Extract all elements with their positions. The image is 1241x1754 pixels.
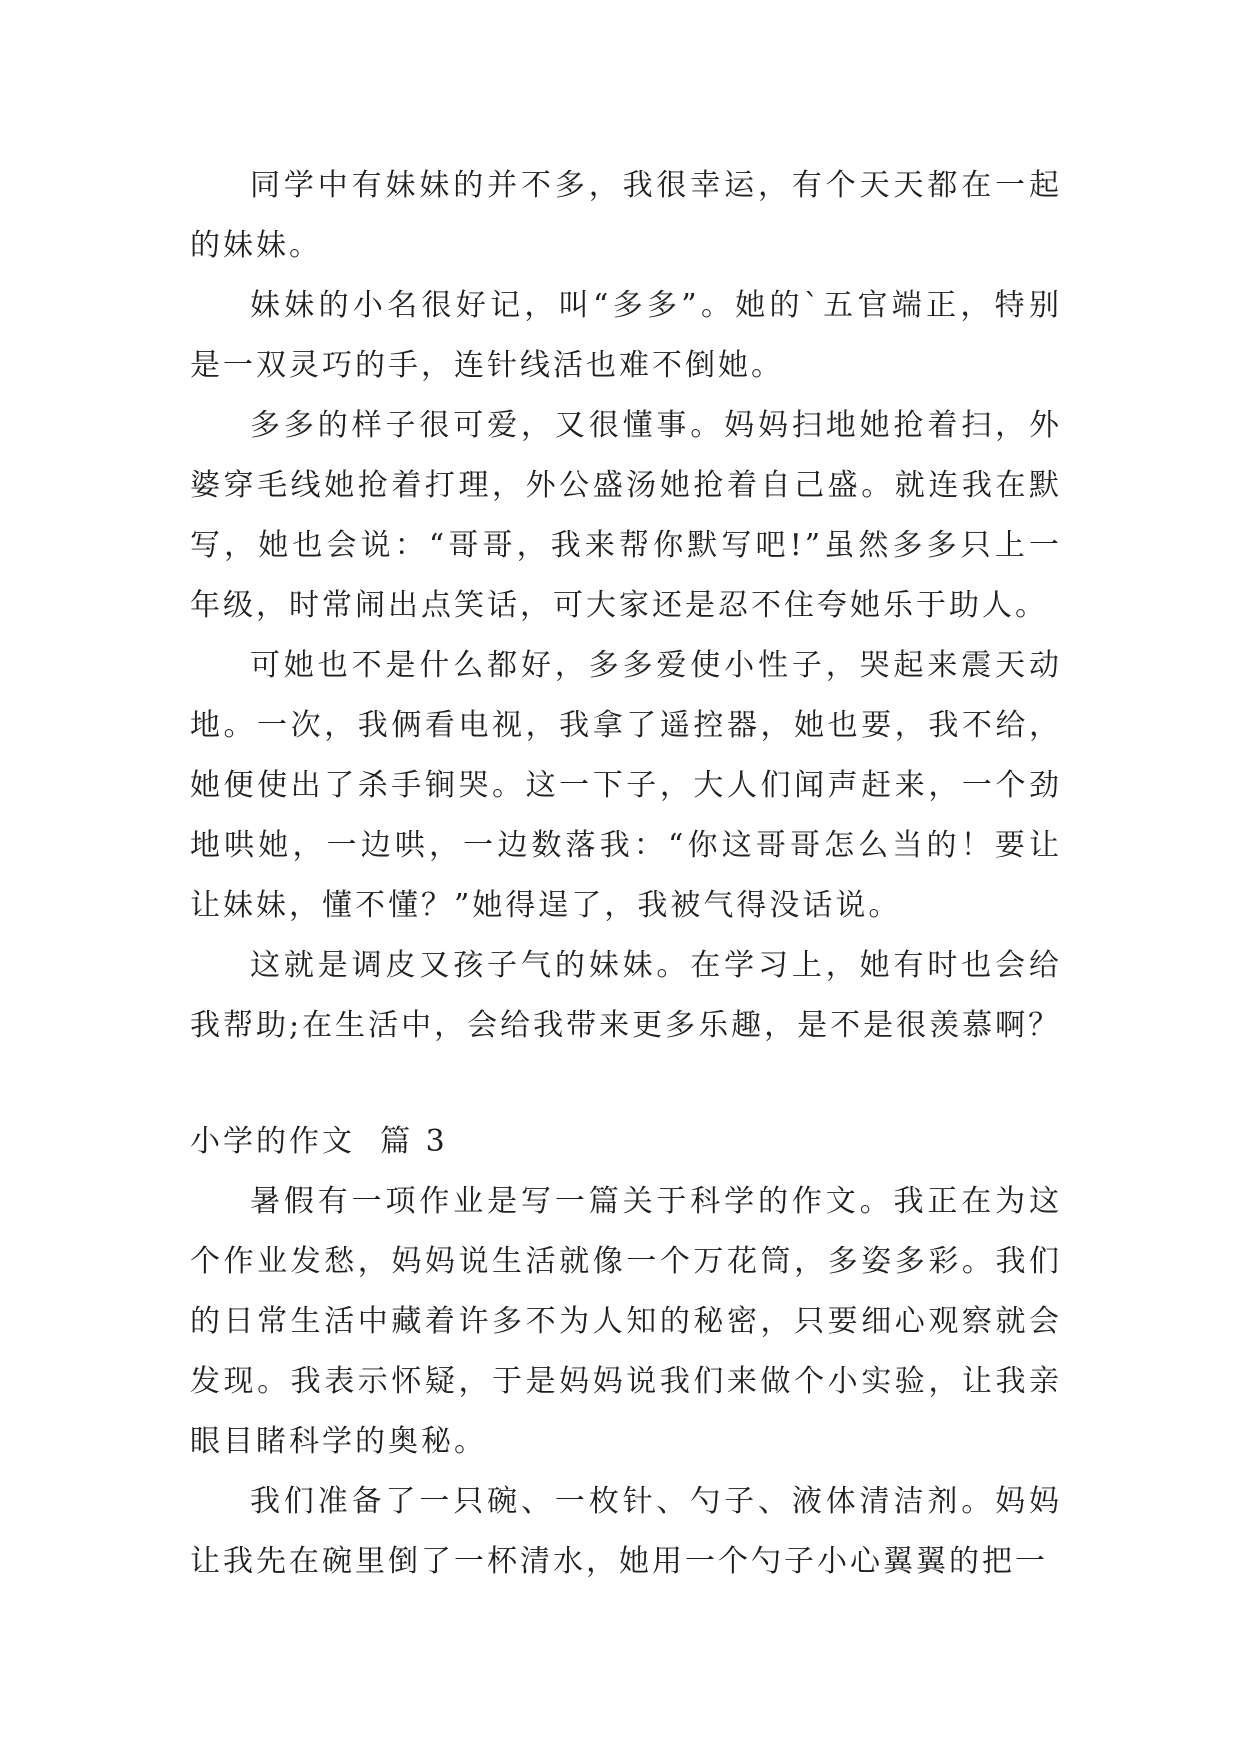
paragraph-6: 暑假有一项作业是写一篇关于科学的作文。我正在为这个作业发愁，妈妈说生活就像一个万花筒，多姿多彩。我们的日常生活中藏着许多不为人知的秘密，只要细心观察就会发现。我表示怀疑，于是妈妈说我们来做个小实验，让我亲眼目睹科学的奥秘。 [190, 1184, 1062, 1459]
paragraph-4: 可她也不是什么都好，多多爱使小性子，哭起来震天动地。一次，我俩看电视，我拿了遥控器，她也要，我不给，她便使出了杀手锏哭。这一下子，大人们闻声赶来，一个劲地哄她，一边哄，一边数落我：“你这哥哥怎么当的！要让让妹妹，懂不懂？”她得逞了，我被气得没话说。 [190, 648, 1062, 923]
paragraph-7: 我们准备了一只碗、一枚针、勺子、液体清洁剂。妈妈让我先在碗里倒了一杯清水，她用一个勺子小心翼翼的把一 [190, 1484, 1062, 1579]
paragraph-3: 多多的样子很可爱，又很懂事。妈妈扫地她抢着扫，外婆穿毛线她抢着打理，外公盛汤她抢着自己盛。就连我在默写，她也会说：“哥哥，我来帮你默写吧!”虽然多多只上一年级，时常闹出点笑话，可大家还是忍不住夸她乐于助人。 [190, 408, 1062, 623]
document-page [190, 156, 1062, 1592]
paragraph-1: 同学中有妹妹的并不多，我很幸运，有个天天都在一起的妹妹。 [190, 168, 1062, 263]
paragraph-5: 这就是调皮又孩子气的妹妹。在学习上，她有时也会给我帮助;在生活中，会给我带来更多乐趣，是不是很羡慕啊？ [190, 948, 1062, 1043]
paragraph-2: 妹妹的小名很好记，叫“多多”。她的`五官端正，特别是一双灵巧的手，连针线活也难不倒她。 [190, 288, 1062, 383]
section-heading: 小学的作文 篇 3 [190, 1124, 448, 1159]
